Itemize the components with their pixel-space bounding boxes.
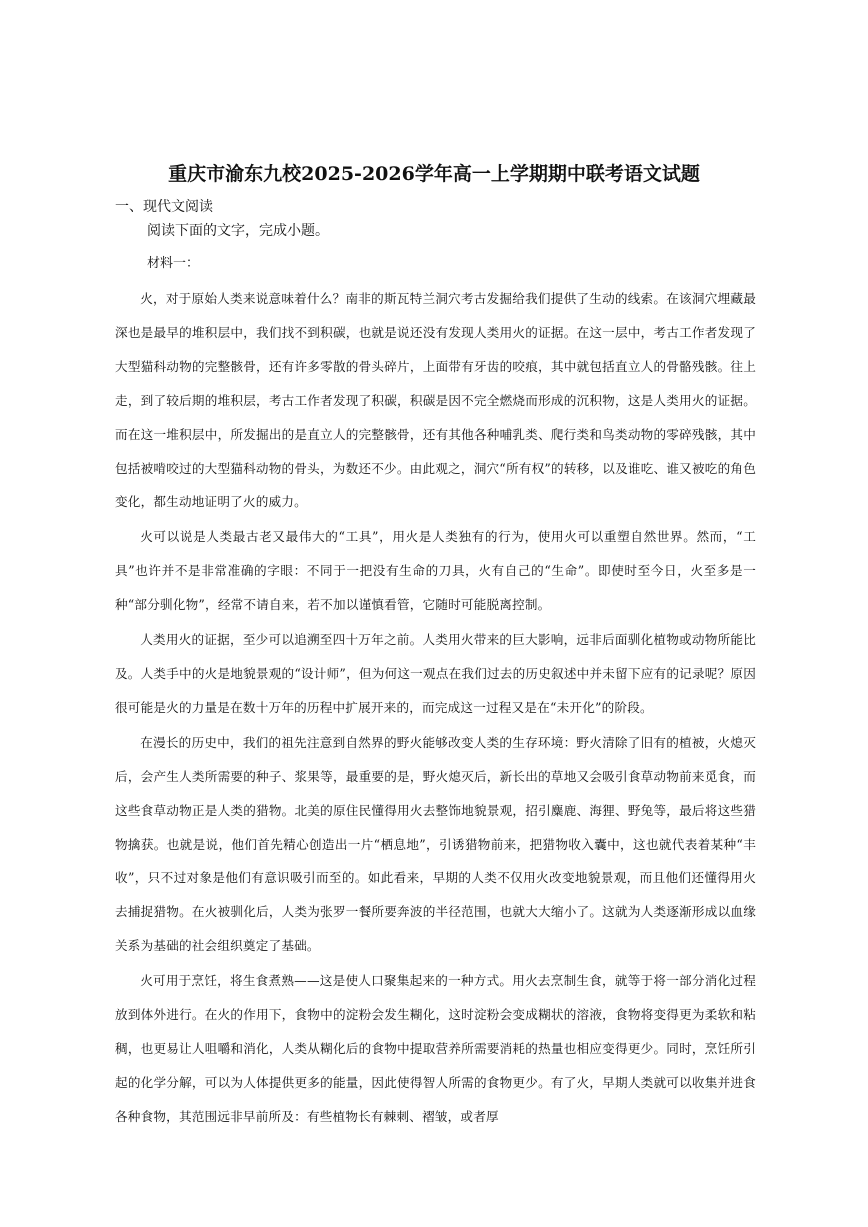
material-label: 材料一：	[147, 256, 200, 271]
document-title: 重庆市渝东九校2025-2026学年高一上学期期中联考语文试题	[168, 163, 700, 185]
passage-body	[115, 282, 756, 1135]
section-heading: 一、现代文阅读	[115, 199, 213, 215]
passage-paragraph-3: 人类用火的证据，至少可以追溯至四十万年之前。人类用火带来的巨大影响，远非后面驯化植物或动物所能比及。人类手中的火是地貌景观的“设计师”，但为何这一观点在我们过去的历史叙述中并未留下应有的记录呢？原因很可能是火的力量是在数十万年的历程中扩展开来的，而完成这一过程又是在“未开化”的阶段。	[115, 632, 756, 715]
passage-paragraph-2: 火可以说是人类最古老又最伟大的“工具”，用火是人类独有的行为，使用火可以重塑自然世界。然而，“工具”也许并不是非常准确的字眼：不同于一把没有生命的刀具，火有自己的“生命”。即使时至今日，火至多是一种“部分驯化物”，经常不请自来，若不加以谨慎看管，它随时可能脱离控制。	[115, 529, 756, 613]
passage-paragraph-1: 火，对于原始人类来说意味着什么？南非的斯瓦特兰洞穴考古发掘给我们提供了生动的线索。在该洞穴埋藏最深也是最早的堆积层中，我们找不到积碳，也就是说还没有发现人类用火的证据。在这一层中，考古工作者发现了大型猫科动物的完整骸骨，还有许多零散的骨头碎片，上面带有牙齿的咬痕，其中就包括直立人的骨骼残骸。往上走，到了较后期的堆积层，考古工作者发现了积碳，积碳是因不完全燃烧而形成的沉积物，这是人类用火的证据。而在这一堆积层中，所发掘出的是直立人的完整骸骨，还有其他各种哺乳类、爬行类和鸟类动物的零碎残骸，其中包括被啃咬过的大型猫科动物的骨头，为数还不少。由此观之，洞穴“所有权”的转移，以及谁吃、谁又被吃的角色变化，都生动地证明了火的威力。	[115, 291, 756, 510]
passage-paragraph-5: 火可用于烹饪，将生食煮熟——这是使人口聚集起来的一种方式。用火去烹制生食，就等于将一部分消化过程放到体外进行。在火的作用下，食物中的淀粉会发生糊化，这时淀粉会变成糊状的溶液，食物将变得更为柔软和粘稠，也更易让人咀嚼和消化，人类从糊化后的食物中提取营养所需要消耗的热量也相应变得更少。同时，烹饪所引起的化学分解，可以为人体提供更多的能量，因此使得智人所需的食物更少。有了火，早期人类就可以收集并进食各种食物，其范围远非早前所及：有些植物长有棘刺、褶皱，或者厚	[115, 973, 756, 1124]
reading-instruction: 阅读下面的文字，完成小题。	[147, 223, 329, 239]
passage-paragraph-4: 在漫长的历史中，我们的祖先注意到自然界的野火能够改变人类的生存环境：野火清除了旧有的植被，火熄灭后，会产生人类所需要的种子、浆果等，最重要的是，野火熄灭后，新长出的草地又会吸引食草动物前来觅食，而这些食草动物正是人类的猎物。北美的原住民懂得用火去整饰地貌景观，招引麋鹿、海狸、野兔等，最后将这些猎物擒获。也就是说，他们首先精心创造出一片“栖息地”，引诱猎物前来，把猎物收入囊中，这也就代表着某种“丰收”，只不过对象是他们有意识吸引而至的。如此看来，早期的人类不仅用火改变地貌景观，而且他们还懂得用火去捕捉猎物。在火被驯化后，人类为张罗一餐所要奔波的半径范围，也就大大缩小了。这就为人类逐渐形成以血缘关系为基础的社会组织奠定了基础。	[115, 734, 756, 954]
